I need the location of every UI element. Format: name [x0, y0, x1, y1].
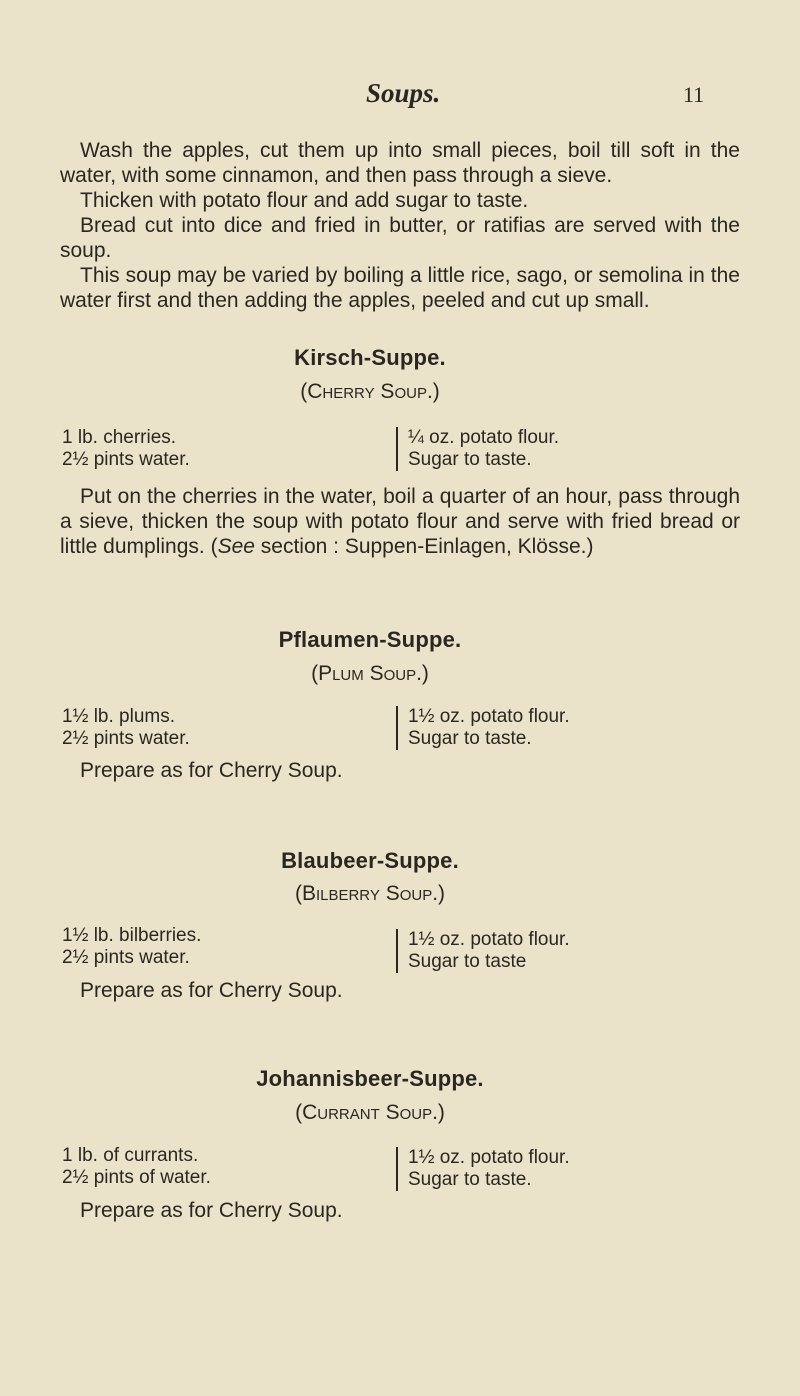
ingredient: 1 lb. cherries.	[62, 427, 177, 448]
ingredient: 2½ pints water.	[62, 728, 190, 749]
ingredient: 2½ pints of water.	[62, 1167, 211, 1188]
ingredients-right	[396, 706, 570, 750]
paragraph: Bread cut into dice and fried in butter, or ratifias are served with the soup.	[60, 214, 740, 262]
ingredient: Sugar to taste.	[408, 728, 532, 749]
ingredient: Sugar to taste	[408, 951, 527, 972]
ingredients-left	[62, 427, 190, 471]
ingredient: 1½ oz. potato flour.	[408, 706, 570, 727]
page-number: 11	[683, 82, 705, 107]
recipe-instructions: Prepare as for Cherry Soup.	[80, 1199, 343, 1222]
recipe-subtitle: (Bilberry Soup.)	[294, 882, 446, 905]
ingredients-left	[62, 925, 201, 969]
recipe-title: Blaubeer-Suppe.	[281, 848, 459, 873]
ingredients-right	[396, 1147, 570, 1191]
ingredient: Sugar to taste.	[408, 449, 532, 470]
running-header	[0, 78, 800, 118]
ingredients-right	[396, 929, 570, 973]
ingredient: Sugar to taste.	[408, 1169, 532, 1190]
ingredient: 1½ lb. bilberries.	[62, 925, 202, 946]
recipe-title: Pflaumen-Suppe.	[278, 627, 462, 652]
recipe-instructions	[60, 484, 740, 559]
section-title: Soups.	[366, 78, 441, 108]
paragraph: Thicken with potato flour and add sugar to taste.	[80, 189, 529, 212]
ingredient: 1½ oz. potato flour.	[408, 1147, 570, 1168]
recipe-subtitle: (Plum Soup.)	[311, 662, 429, 685]
paragraph: Wash the apples, cut them up into small pieces, boil till soft in the water, with some cinnamon, and then pass through a sieve.	[60, 139, 740, 187]
recipe-instructions: Prepare as for Cherry Soup.	[80, 759, 343, 782]
ingredient: ¼ oz. potato flour.	[408, 427, 560, 448]
ingredients-right	[396, 427, 559, 471]
see-reference: See	[217, 535, 255, 558]
recipe-subtitle: (Currant Soup.)	[295, 1101, 445, 1124]
ingredient: 2½ pints water.	[62, 947, 190, 968]
paragraph: This soup may be varied by boiling a little rice, sago, or semolina in the water first and then adding the apples, peeled and cut up small.	[60, 264, 740, 312]
recipe-subtitle: (Cherry Soup.)	[300, 380, 440, 403]
recipe-title: Johannisbeer-Suppe.	[256, 1066, 484, 1091]
ingredients-left	[62, 706, 190, 750]
instructions-text: Put on the cherries in the water, boil a quarter of an hour, pass through a sieve, thicken the soup with potato flour and serve with fried bread or little dumplings. (	[60, 485, 740, 558]
ingredient: 1½ oz. potato flour.	[408, 929, 570, 950]
ingredient: 1 lb. of currants.	[62, 1145, 199, 1166]
ingredient: 2½ pints water.	[62, 449, 190, 470]
ingredients-left	[62, 1145, 211, 1189]
instructions-text-end: section : Suppen-Einlagen, Klösse.)	[254, 535, 594, 558]
recipe-title: Kirsch-Suppe.	[294, 345, 446, 370]
ingredient: 1½ lb. plums.	[62, 706, 175, 727]
intro-paragraphs	[60, 138, 740, 313]
recipe-instructions: Prepare as for Cherry Soup.	[80, 979, 343, 1002]
